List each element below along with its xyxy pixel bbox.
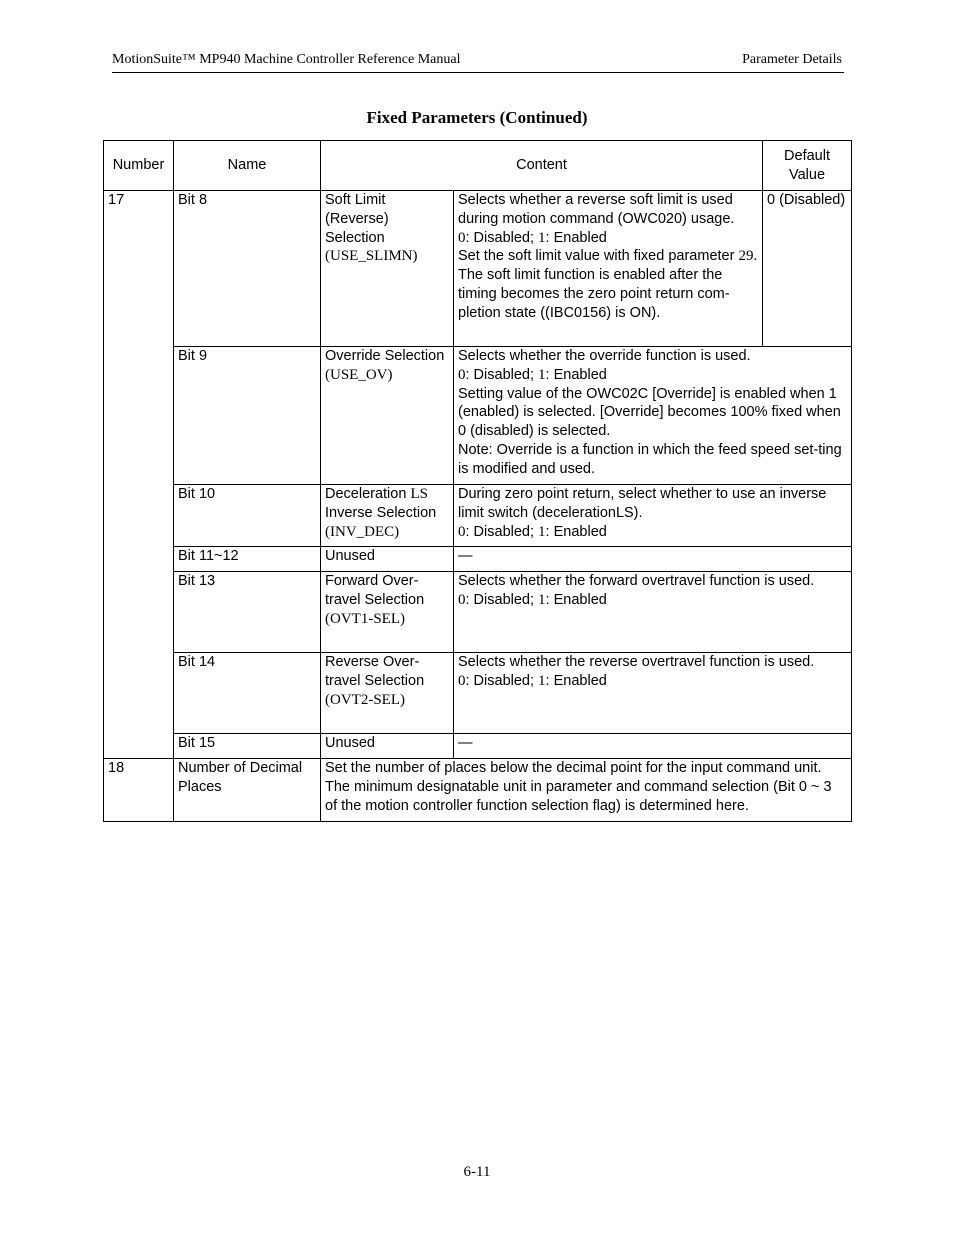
section-title: Parameter Details — [742, 52, 842, 67]
opt0-value: 0 — [458, 591, 466, 608]
opt1-value: 1 — [538, 523, 546, 540]
table-row — [104, 547, 852, 572]
desc-line: Selects whether the reverse overtravel function is used. — [458, 654, 815, 670]
table-title: Fixed Parameters (Continued) — [366, 108, 588, 127]
opt0-value: 0 — [458, 229, 466, 246]
opt1-label: : Enabled — [545, 523, 607, 540]
bit-name: Unused — [321, 547, 454, 572]
bit-label: Bit 13 — [174, 572, 321, 653]
bit-name-text: Deceleration — [325, 486, 411, 502]
bit-description — [454, 191, 763, 347]
opt1-label: : Enabled — [545, 229, 607, 246]
opt0-label: : Disabled; — [465, 591, 539, 608]
bit-description: — — [454, 734, 852, 759]
opt1-label: : Enabled — [545, 366, 607, 383]
bit-name-text: Inverse Selection — [325, 504, 437, 521]
opt0-value: 0 — [458, 672, 466, 689]
default-value: 0 (Disabled) — [763, 191, 852, 347]
opt1-label: : Enabled — [545, 591, 607, 608]
bit-code: (INV_DEC) — [325, 523, 400, 540]
table-row — [104, 485, 852, 547]
bit-label: Bit 15 — [174, 734, 321, 759]
fixed-param-number: 29. — [738, 248, 758, 265]
param-18-number: 18 — [104, 759, 174, 822]
desc-line: Selects whether the override function is used. — [458, 348, 751, 364]
table-header-row — [104, 141, 852, 191]
table-row — [104, 347, 852, 485]
opt1-value: 1 — [538, 591, 546, 608]
table-row — [104, 191, 852, 347]
bit-name-text: Reverse Over-travel Selection — [325, 654, 425, 689]
opt0-label: : Disabled; — [465, 523, 539, 540]
bit-code: (OVT2-SEL) — [325, 691, 405, 708]
bit-label: Bit 14 — [174, 653, 321, 734]
bit-name — [321, 191, 454, 347]
desc-note: Note: Override is a function in which the feed speed set-ting is modified and used. — [458, 441, 842, 477]
bit-label: Bit 11~12 — [174, 547, 321, 572]
desc-line: Set the soft limit value with fixed parameter — [458, 248, 739, 265]
opt1-label: : Enabled — [545, 672, 607, 689]
opt1-value: 1 — [538, 229, 546, 246]
table-row — [104, 734, 852, 759]
table-row — [104, 759, 852, 822]
bit-name: Unused — [321, 734, 454, 759]
desc-line: Selects whether the forward overtravel function is used. — [458, 573, 815, 589]
bit-code: (USE_SLIMN) — [325, 248, 418, 265]
manual-title: MotionSuite™ MP940 Machine Controller Reference Manual — [112, 52, 461, 67]
header-default: Default Value — [763, 141, 852, 191]
page-header — [112, 52, 844, 73]
bit-label: Bit 8 — [174, 191, 321, 347]
bit-code: (OVT1-SEL) — [325, 610, 405, 627]
bit-name-text: Forward Over-travel Selection — [325, 573, 425, 608]
opt0-label: : Disabled; — [465, 672, 539, 689]
bit-description — [454, 653, 852, 734]
header-name: Name — [174, 141, 321, 191]
opt0-value: 0 — [458, 366, 466, 383]
bit-label: Bit 9 — [174, 347, 321, 485]
desc-line: Selects whether a reverse soft limit is used during motion command (OWC020) usage. — [458, 192, 735, 227]
desc-line: During zero point return, select whether to use an inverse limit switch (decelerationLS). — [458, 486, 827, 521]
table-row — [104, 572, 852, 653]
bit-name — [321, 653, 454, 734]
bit-description — [454, 485, 852, 547]
desc-line: Setting value of the OWC02C [Override] is enabled when 1 (enabled) is selected. [Override] becomes 100% fixed when 0 (disabled) is selected. — [458, 385, 841, 440]
bit-code: (USE_OV) — [325, 366, 393, 383]
param-18-description: Set the number of places below the decimal point for the input command unit. The minimum designatable unit in parameter and command selection (Bit 0 ~ 3 of the motion controller function selection flag) is determined here. — [321, 759, 852, 822]
bit-name — [321, 347, 454, 485]
bit-name-ls: LS — [410, 486, 428, 502]
bit-description — [454, 572, 852, 653]
bit-description: — — [454, 547, 852, 572]
header-content: Content — [321, 141, 763, 191]
param-17-number: 17 — [104, 191, 174, 759]
bit-label: Bit 10 — [174, 485, 321, 547]
opt0-label: : Disabled; — [465, 366, 539, 383]
bit-description — [454, 347, 852, 485]
fixed-parameters-table — [103, 140, 852, 822]
opt0-label: : Disabled; — [465, 229, 539, 246]
header-number: Number — [104, 141, 174, 191]
bit-name-text: Soft Limit (Reverse) Selection — [325, 192, 389, 246]
bit-name — [321, 572, 454, 653]
opt0-value: 0 — [458, 523, 466, 540]
opt1-value: 1 — [538, 672, 546, 689]
page-number: 6-11 — [463, 1164, 491, 1180]
bit-name-text: Override Selection — [325, 348, 445, 364]
desc-line: The soft limit function is enabled after the timing becomes the zero point return com-pletion state ((IBC0156) is ON). — [458, 267, 730, 321]
opt1-value: 1 — [538, 366, 546, 383]
table-row — [104, 653, 852, 734]
bit-name — [321, 485, 454, 547]
param-18-name: Number of Decimal Places — [174, 759, 321, 822]
